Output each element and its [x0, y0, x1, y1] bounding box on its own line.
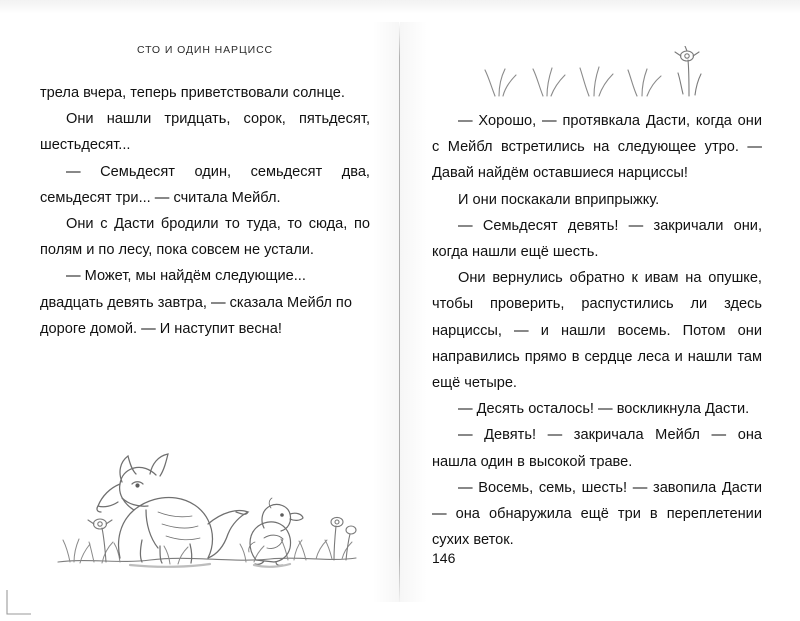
- paragraph: Они вернулись обратно к ивам на опушке, чтобы проверить, распустились ли здесь нарциссы, — и нашли восемь. Потом они направились прямо в сердце леса и нашли там ещё четыре.: [432, 270, 762, 392]
- spine-shadow-left: [372, 22, 399, 602]
- grass-and-daffodils-ornament: [432, 46, 762, 98]
- right-page-body: [432, 108, 762, 553]
- paragraph: трела вчера, теперь приветствовали солнце.: [40, 85, 345, 101]
- running-head: СТО И ОДИН НАРЦИСС: [136, 44, 274, 56]
- paragraph: — Восемь, семь, шесть! — завопила Дасти — она обнаружила ещё три в переплетении сухих веток.: [432, 479, 762, 549]
- spine-shadow-right: [400, 22, 427, 602]
- page-corner-fold: [6, 589, 32, 615]
- paragraph: — Может, мы найдём следующие... двадцать девять завтра, — сказала Мейбл по дороге домой. — И наступит весна!: [40, 268, 352, 337]
- paragraph: — Девять! — закричала Мейбл — она нашла один в высокой траве.: [432, 427, 762, 470]
- paragraph: И они поскакали вприпрыжку.: [458, 191, 660, 208]
- page-top-shadow: [0, 0, 800, 14]
- paragraph: — Десять осталось! — воскликнула Дасти.: [458, 401, 750, 418]
- paragraph: Они нашли тридцать, сорок, пятьдесят, шестьдесят...: [40, 111, 370, 154]
- left-page-body: [40, 80, 370, 342]
- left-page: [40, 30, 370, 590]
- paragraph: Они с Дасти бродили то туда, то сюда, по полям и по лесу, пока совсем не устали.: [40, 216, 370, 259]
- book-spine: [399, 22, 400, 602]
- paragraph: — Семьдесят девять! — закричали они, когда нашли ещё шесть.: [432, 217, 762, 261]
- page-number: 146: [432, 550, 456, 566]
- paragraph: — Хорошо, — протявкала Дасти, когда они с Мейбл встретились на следующее утро. — Давай найдём оставшиеся нарциссы!: [432, 113, 762, 182]
- fox-and-duckling-illustration: [50, 412, 370, 592]
- paragraph: — Семьдесят один, семьдесят два, семьдесят три... — считала Мейбл.: [40, 163, 370, 206]
- right-page: [432, 30, 762, 590]
